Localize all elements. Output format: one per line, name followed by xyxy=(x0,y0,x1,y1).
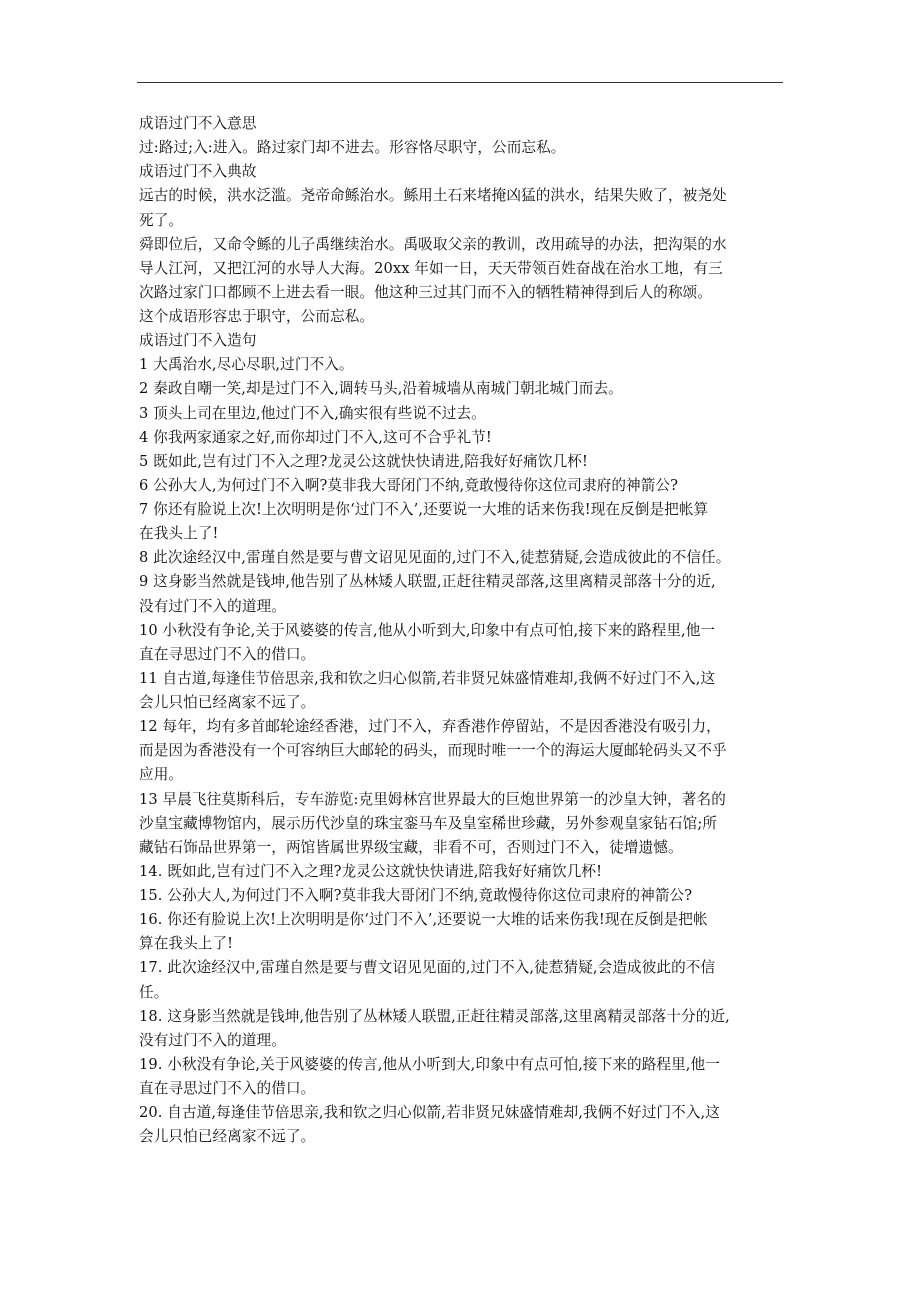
text-line: 9 这身影当然就是钱坤,他告别了丛林矮人联盟,正赶往精灵部落,这里离精灵部落十分的近, xyxy=(139,573,716,591)
text-line: 没有过门不入的道理。 xyxy=(139,597,286,615)
text-line: 7 你还有脸说上次!上次明明是你‘过门不入’,还要说一大堆的话来伤我!现在反倒是把帐算 xyxy=(139,501,709,518)
text-line: 次路过家门口都顾不上进去看一眼。他这种三过其门而不入的牺牲精神得到后人的称颂。 xyxy=(139,283,713,301)
text-line: 13 早晨飞往莫斯科后，专车游览:克里姆林宫世界最大的巨炮世界第一的沙皇大钟，著名的 xyxy=(139,790,726,808)
text-line: 17. 此次途经汉中,雷瑾自然是要与曹文诏见见面的,过门不入,徒惹猜疑,会造成彼此的不信 xyxy=(139,959,716,977)
text-line: 在我头上了! xyxy=(139,525,219,543)
text-line: 8 此次途经汉中,雷瑾自然是要与曹文诏见见面的,过门不入,徒惹猜疑,会造成彼此的不信任。 xyxy=(139,549,731,567)
text-line: 导人江河，又把江河的水导人大海。20xx 年如一日，天天带领百姓奋战在治水工地，有三 xyxy=(139,259,723,277)
text-line: 14. 既如此,岂有过门不入之理?龙灵公这就快快请进,陪我好好痛饮几杯! xyxy=(139,862,603,880)
text-line: 藏钻石饰品世界第一，两馆皆属世界级宝藏，非看不可，否则过门不入，徒增遗憾。 xyxy=(139,838,683,856)
text-line: 没有过门不入的道理。 xyxy=(139,1031,286,1049)
text-line: 1 大禹治水,尽心尽职,过门不入。 xyxy=(139,356,354,374)
text-line: 12 每年，均有多首邮轮途经香港，过门不入，弃香港作停留站，不是因香港没有吸引力， xyxy=(139,718,721,736)
text-line: 16. 你还有脸说上次!上次明明是你‘过门不入’,还要说一大堆的话来伤我!现在反倒是把帐 xyxy=(139,911,708,929)
text-line: 10 小秋没有争论,关于风婆婆的传言,他从小听到大,印象中有点可怕,接下来的路程里,他一 xyxy=(139,621,716,639)
text-line: 11 自古道,每逢佳节倍思亲,我和钦之归心似箭,若非贤兄妹盛情难却,我俩不好过门不入,这 xyxy=(139,669,716,687)
text-line: 算在我头上了! xyxy=(139,935,234,953)
text-line: 沙皇宝藏博物馆内，展示历代沙皇的珠宝銮马车及皇室稀世珍藏，另外参观皇家钻石馆;所 xyxy=(139,814,718,832)
document-body xyxy=(139,112,789,1149)
header-rule xyxy=(137,82,783,83)
text-line: 4 你我两家通家之好,而你却过门不入,这可不合乎礼节! xyxy=(139,428,492,446)
text-line: 会儿只怕已经离家不远了。 xyxy=(139,694,316,711)
text-line: 直在寻思过门不入的借口。 xyxy=(139,645,316,663)
text-line: 19. 小秋没有争论,关于风婆婆的传言,他从小听到大,印象中有点可怕,接下来的路程里,他一 xyxy=(139,1055,720,1073)
text-line: 18. 这身影当然就是钱坤,他告别了丛林矮人联盟,正赶往精灵部落,这里离精灵部落十分的近, xyxy=(139,1007,730,1025)
text-line: 3 顶头上司在里边,他过门不入,确实很有些说不过去。 xyxy=(139,404,486,422)
text-line: 20. 自古道,每逢佳节倍思亲,我和钦之归心似箭,若非贤兄妹盛情难却,我俩不好过门不入,这 xyxy=(139,1104,720,1122)
text-line: 6 公孙大人,为何过门不入啊?莫非我大哥闭门不纳,竟敢慢待你这位司隶府的神箭公? xyxy=(139,476,679,494)
text-line: 死了。 xyxy=(139,211,184,229)
text-line: 直在寻思过门不入的借口。 xyxy=(139,1080,316,1097)
text-line: 远古的时候，洪水泛滥。尧帝命鲧治水。鲧用土石来堵掩凶猛的洪水，结果失败了，被尧处 xyxy=(139,187,727,205)
text-line: 成语过门不入典故 xyxy=(139,163,257,181)
text-line: 成语过门不入造句 xyxy=(139,332,257,350)
text-line: 2 秦政自嘲一笑,却是过门不入,调转马头,沿着城墙从南城门朝北城门而去。 xyxy=(139,380,623,398)
text-line: 这个成语形容忠于职守，公而忘私。 xyxy=(139,308,375,325)
text-line: 5 既如此,岂有过门不入之理?龙灵公这就快快请进,陪我好好痛饮几杯! xyxy=(139,452,588,470)
text-line: 任。 xyxy=(139,983,169,1001)
text-line: 会儿只怕已经离家不远了。 xyxy=(139,1128,316,1146)
text-line: 成语过门不入意思 xyxy=(139,115,257,132)
text-line: 15. 公孙大人,为何过门不入啊?莫非我大哥闭门不纳,竟敢慢待你这位司隶府的神箭公? xyxy=(139,887,693,904)
text-line: 过:路过;入:进入。路过家门却不进去。形容恪尽职守，公而忘私。 xyxy=(139,139,566,157)
text-line: 舜即位后，又命令鲧的儿子禹继续治水。禹吸取父亲的教训，改用疏导的办法，把沟渠的水 xyxy=(139,235,727,253)
text-line: 而是因为香港没有一个可容纳巨大邮轮的码头，而现时唯一一个的海运大厦邮轮码头又不乎 xyxy=(139,742,727,760)
text-line: 应用。 xyxy=(139,766,184,784)
